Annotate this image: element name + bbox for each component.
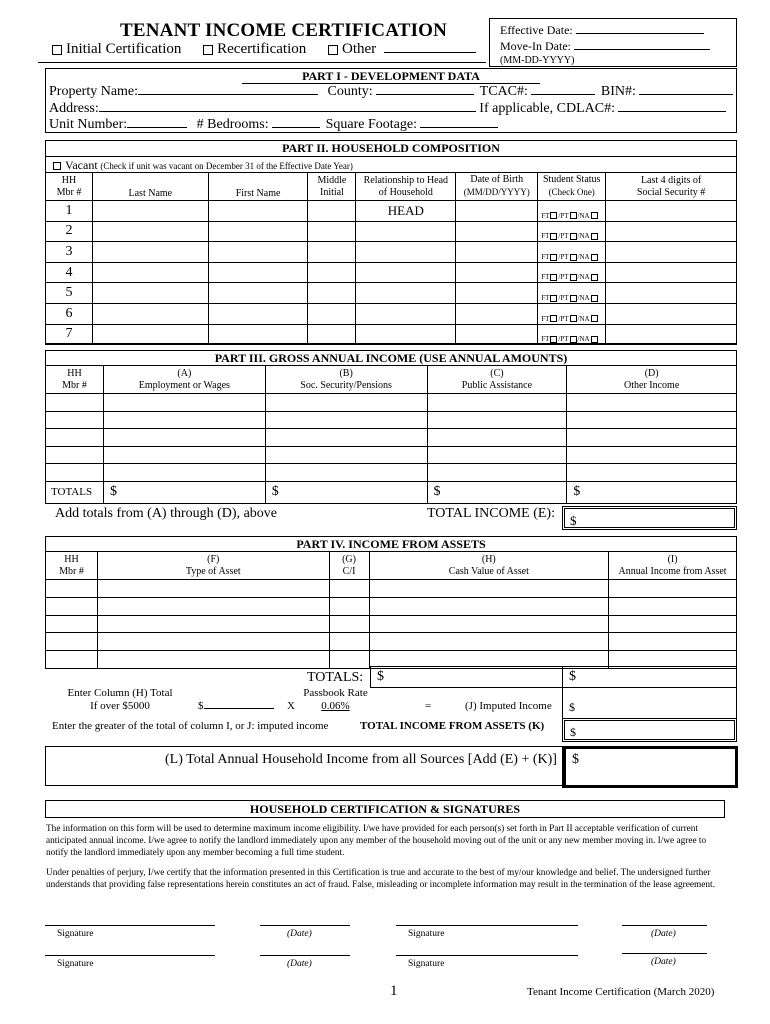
middle-initial-cell[interactable] <box>308 262 356 283</box>
asset-income-cell[interactable] <box>609 597 737 615</box>
tcac-label: TCAC#: <box>479 84 528 99</box>
part1-title: PART I - DEVELOPMENT DATA <box>242 69 540 84</box>
student-status-cell[interactable]: FT /PT /NA <box>538 303 606 324</box>
household-row <box>46 283 737 304</box>
bin-field[interactable] <box>639 94 733 95</box>
date-label: (Date) <box>651 929 676 939</box>
dob-cell[interactable] <box>456 262 538 283</box>
income-b-cell[interactable] <box>265 429 427 447</box>
equals-sign: = <box>425 700 432 712</box>
household-row <box>46 303 737 324</box>
move-in-date-label: Move-In Date: <box>500 39 571 53</box>
income-d-cell[interactable] <box>567 464 737 482</box>
income-b-cell[interactable] <box>265 411 427 429</box>
effective-date-field[interactable] <box>576 33 704 34</box>
date-line-1[interactable] <box>260 925 350 926</box>
member-number: 6 <box>46 303 93 324</box>
total-income-e-label: TOTAL INCOME (E): <box>427 506 555 521</box>
x-sign: X <box>287 700 295 712</box>
ssn-cell[interactable] <box>606 242 737 263</box>
unit-number-label: Unit Number: <box>49 117 128 132</box>
household-table: HH Mbr # Last Name First Name Middle Initial Relationship to Head of Household Date of Birth (MM/DD/YYYY) Student Status (Check One) Last 4 digits of Social Security # 1 HEAD FT /PT /NA 2 FT /PT /NA 3 FT /PT /NA 4 FT /PT /NA 5 FT /PT /NA 6 FT /PT /NA 7 FT /PT /NA <box>45 172 737 345</box>
part2-box <box>45 140 737 344</box>
income-b-cell[interactable] <box>265 394 427 412</box>
date-line-2[interactable] <box>622 925 707 926</box>
first-name-cell[interactable] <box>208 303 308 324</box>
first-name-cell[interactable] <box>208 201 308 222</box>
signature-label: Signature <box>57 959 94 969</box>
relationship-cell[interactable] <box>356 262 456 283</box>
middle-initial-cell[interactable] <box>308 221 356 242</box>
household-row <box>46 262 737 283</box>
household-row <box>46 201 737 222</box>
part3-box <box>45 350 737 504</box>
income-a-cell[interactable] <box>103 394 265 412</box>
part4-box <box>45 536 737 669</box>
relationship-cell[interactable] <box>356 242 456 263</box>
page-number: 1 <box>390 983 398 999</box>
student-status-cell[interactable]: FT /PT /NA <box>538 242 606 263</box>
first-name-cell[interactable] <box>208 242 308 263</box>
income-c-cell[interactable] <box>427 429 567 447</box>
assets-table: HH Mbr # (F) Type of Asset (G) C/I (H) Cash Value of Asset (I) Annual Income from Asset <box>45 551 737 669</box>
income-d-cell[interactable] <box>567 394 737 412</box>
bin-label: BIN#: <box>600 84 636 99</box>
asset-mbr-cell[interactable] <box>46 633 98 651</box>
member-number: 5 <box>46 283 93 304</box>
effective-date-label: Effective Date: <box>500 23 573 37</box>
income-mbr-cell[interactable] <box>46 394 104 412</box>
household-row <box>46 221 737 242</box>
passbook-rate: Passbook Rate 0.06% <box>303 687 368 712</box>
income-a-cell[interactable] <box>103 446 265 464</box>
totals-label: TOTALS <box>46 481 104 503</box>
middle-initial-cell[interactable] <box>308 283 356 304</box>
first-name-cell[interactable] <box>208 221 308 242</box>
signature-line-2[interactable] <box>396 925 578 926</box>
asset-mbr-cell[interactable] <box>46 580 98 598</box>
last-name-cell[interactable] <box>92 303 208 324</box>
signature-line-1[interactable] <box>45 925 215 926</box>
part1-box <box>45 68 737 133</box>
last-name-cell[interactable] <box>92 242 208 263</box>
member-number: 1 <box>46 201 93 222</box>
asset-row <box>46 597 737 615</box>
signature-line-4[interactable] <box>396 955 578 956</box>
tcac-field[interactable] <box>531 94 595 95</box>
date-format-hint: (MM-DD-YYYY) <box>500 55 575 66</box>
student-status-cell[interactable]: FT /PT /NA <box>538 283 606 304</box>
certification-title: HOUSEHOLD CERTIFICATION & SIGNATURES <box>45 800 725 818</box>
asset-income-cell[interactable] <box>609 633 737 651</box>
ssn-cell[interactable] <box>606 221 737 242</box>
income-mbr-cell[interactable] <box>46 411 104 429</box>
last-name-cell[interactable] <box>92 283 208 304</box>
date-label: (Date) <box>287 929 312 939</box>
member-number: 4 <box>46 262 93 283</box>
imputed-income-label: (J) Imputed Income <box>465 700 552 712</box>
income-d-cell[interactable] <box>567 411 737 429</box>
total-assets-k-label: TOTAL INCOME FROM ASSETS (K) <box>360 720 545 732</box>
signature-label: Signature <box>408 959 445 969</box>
other-checkbox[interactable]: Other <box>328 41 376 57</box>
asset-income-cell[interactable] <box>609 615 737 633</box>
asset-type-cell[interactable] <box>97 651 329 669</box>
part2-title: PART II. HOUSEHOLD COMPOSITION <box>46 141 736 157</box>
part4-title: PART IV. INCOME FROM ASSETS <box>45 536 737 552</box>
ssn-cell[interactable] <box>606 262 737 283</box>
asset-ci-cell[interactable] <box>329 615 369 633</box>
cert-type-row <box>52 41 476 58</box>
income-row <box>46 411 737 429</box>
greater-of-label: Enter the greater of the total of column I, or J: imputed income <box>52 720 329 732</box>
asset-cash-value-cell[interactable] <box>369 597 609 615</box>
dob-cell[interactable] <box>456 303 538 324</box>
asset-ci-cell[interactable] <box>329 580 369 598</box>
student-status-cell[interactable]: FT /PT /NA <box>538 262 606 283</box>
unit-number-field[interactable] <box>127 127 187 128</box>
relationship-cell[interactable] <box>356 303 456 324</box>
income-b-cell[interactable] <box>265 464 427 482</box>
col-h-total-field[interactable]: $ <box>198 700 274 712</box>
certification-para-1: The information on this form will be used to determine maximum income eligibility. I/we have provided for each person(s) set forth in Part II acceptable verification of current anticipated annual income. I/we agree to notify the landlord immediately upon any member of the household moving out of the unit or any new member moving in. I/we agree to notify the landlord immediately upon any member becoming a full time student. <box>46 824 707 858</box>
member-number: 7 <box>46 324 93 345</box>
student-status-cell[interactable]: FT /PT /NA <box>538 324 606 345</box>
dob-cell[interactable] <box>456 283 538 304</box>
income-c-cell[interactable] <box>427 394 567 412</box>
dob-cell[interactable] <box>456 201 538 222</box>
cdlac-field[interactable] <box>618 111 726 112</box>
part3-title: PART III. GROSS ANNUAL INCOME (USE ANNUAL AMOUNTS) <box>45 350 737 366</box>
move-in-date-field[interactable] <box>574 49 710 50</box>
date-label: (Date) <box>287 959 312 969</box>
form-name-footer: Tenant Income Certification (March 2020) <box>527 986 715 998</box>
middle-initial-cell[interactable] <box>308 324 356 345</box>
recertification-checkbox[interactable]: Recertification <box>203 41 306 57</box>
square-footage-field[interactable] <box>420 127 498 128</box>
relationship-cell[interactable]: HEAD <box>356 201 456 222</box>
asset-type-cell[interactable] <box>97 615 329 633</box>
first-name-cell[interactable] <box>208 262 308 283</box>
income-a-cell[interactable] <box>103 411 265 429</box>
date-line-4[interactable] <box>622 953 707 954</box>
asset-type-cell[interactable] <box>97 597 329 615</box>
income-c-cell[interactable] <box>427 464 567 482</box>
income-c-cell[interactable] <box>427 411 567 429</box>
date-label: (Date) <box>651 957 676 967</box>
last-name-cell[interactable] <box>92 262 208 283</box>
enter-col-h-label: Enter Column (H) Total If over $5000 <box>67 687 173 712</box>
income-a-cell[interactable] <box>103 429 265 447</box>
asset-income-cell[interactable] <box>609 580 737 598</box>
vacant-checkbox[interactable]: Vacant (Check if unit was vacant on December 31 of the Effective Date Year) <box>53 158 353 173</box>
last-name-cell[interactable] <box>92 201 208 222</box>
total-d[interactable]: $ <box>567 481 737 503</box>
income-row <box>46 446 737 464</box>
household-row <box>46 242 737 263</box>
ssn-cell[interactable] <box>606 283 737 304</box>
household-row <box>46 324 737 345</box>
income-mbr-cell[interactable] <box>46 464 104 482</box>
square-footage-label: Square Footage: <box>325 117 417 132</box>
income-b-cell[interactable] <box>265 446 427 464</box>
asset-mbr-cell[interactable] <box>46 651 98 669</box>
property-name-field[interactable] <box>138 94 318 95</box>
header-rule <box>38 62 486 63</box>
certification-para-2: Under penalties of perjury, I/we certify that the information presented in this Certification is true and accurate to the best of my/our knowledge and belief. The undersigned further understands that providing false representations herein constitutes an act of fraud. False, misleading or incomplete information may result in the termination of the lease agreement. <box>46 868 715 890</box>
ssn-cell[interactable] <box>606 324 737 345</box>
asset-row <box>46 615 737 633</box>
total-assets-k-field[interactable]: $ <box>562 718 737 742</box>
imputed-income-field[interactable]: $ <box>562 688 737 718</box>
total-income-e-field[interactable]: $ <box>562 506 737 530</box>
asset-type-cell[interactable] <box>97 580 329 598</box>
total-l-label: (L) Total Annual Household Income from all Sources [Add (E) + (K)] <box>165 752 557 767</box>
dob-cell[interactable] <box>456 221 538 242</box>
first-name-cell[interactable] <box>208 283 308 304</box>
total-a[interactable]: $ <box>103 481 265 503</box>
address-field[interactable] <box>99 111 476 112</box>
last-name-cell[interactable] <box>92 221 208 242</box>
property-name-label: Property Name: <box>49 84 139 99</box>
total-l-field[interactable]: $ <box>562 746 738 788</box>
income-mbr-cell[interactable] <box>46 446 104 464</box>
date-line-3[interactable] <box>260 955 350 956</box>
signature-label: Signature <box>57 929 94 939</box>
initial-certification-checkbox[interactable]: Initial Certification <box>52 41 181 57</box>
asset-type-cell[interactable] <box>97 633 329 651</box>
income-row <box>46 429 737 447</box>
first-name-cell[interactable] <box>208 324 308 345</box>
income-row <box>46 394 737 412</box>
form-title: TENANT INCOME CERTIFICATION <box>120 20 448 41</box>
asset-cash-value-cell[interactable] <box>369 633 609 651</box>
asset-ci-cell[interactable] <box>329 597 369 615</box>
member-number: 2 <box>46 221 93 242</box>
total-c[interactable]: $ <box>427 481 567 503</box>
dob-cell[interactable] <box>456 242 538 263</box>
address-label: Address: <box>49 101 99 116</box>
middle-initial-cell[interactable] <box>308 303 356 324</box>
assets-totals-label: TOTALS: <box>307 670 364 685</box>
cdlac-label: If applicable, CDLAC#: <box>479 101 615 116</box>
signature-line-3[interactable] <box>45 955 215 956</box>
last-name-cell[interactable] <box>92 324 208 345</box>
asset-row <box>46 580 737 598</box>
asset-ci-cell[interactable] <box>329 651 369 669</box>
dates-box <box>489 18 737 67</box>
signature-label: Signature <box>408 929 445 939</box>
income-d-cell[interactable] <box>567 446 737 464</box>
relationship-cell[interactable] <box>356 283 456 304</box>
asset-mbr-cell[interactable] <box>46 615 98 633</box>
add-totals-label: Add totals from (A) through (D), above <box>55 506 278 521</box>
income-row <box>46 464 737 482</box>
county-field[interactable] <box>376 94 474 95</box>
relationship-cell[interactable] <box>356 221 456 242</box>
total-b[interactable]: $ <box>265 481 427 503</box>
bedrooms-field[interactable] <box>272 127 320 128</box>
asset-cash-value-cell[interactable] <box>369 580 609 598</box>
other-field[interactable] <box>384 52 476 53</box>
income-table: HH Mbr # (A) Employment or Wages (B) Soc. Security/Pensions (C) Public Assistance (D) Other Income TOTALS $ $ $ $ <box>45 365 737 504</box>
income-c-cell[interactable] <box>427 446 567 464</box>
relationship-cell[interactable] <box>356 324 456 345</box>
dob-cell[interactable] <box>456 324 538 345</box>
asset-row <box>46 633 737 651</box>
assets-total-i[interactable]: $ <box>562 666 737 688</box>
assets-total-h[interactable]: $ <box>370 666 563 688</box>
member-number: 3 <box>46 242 93 263</box>
middle-initial-cell[interactable] <box>308 242 356 263</box>
ssn-cell[interactable] <box>606 303 737 324</box>
income-d-cell[interactable] <box>567 429 737 447</box>
income-mbr-cell[interactable] <box>46 429 104 447</box>
asset-ci-cell[interactable] <box>329 633 369 651</box>
bedrooms-label: # Bedrooms: <box>196 117 269 132</box>
middle-initial-cell[interactable] <box>308 201 356 222</box>
asset-mbr-cell[interactable] <box>46 597 98 615</box>
ssn-cell[interactable] <box>606 201 737 222</box>
income-a-cell[interactable] <box>103 464 265 482</box>
student-status-cell[interactable]: FT /PT /NA <box>538 201 606 222</box>
student-status-cell[interactable]: FT /PT /NA <box>538 221 606 242</box>
county-label: County: <box>327 84 373 99</box>
asset-cash-value-cell[interactable] <box>369 615 609 633</box>
